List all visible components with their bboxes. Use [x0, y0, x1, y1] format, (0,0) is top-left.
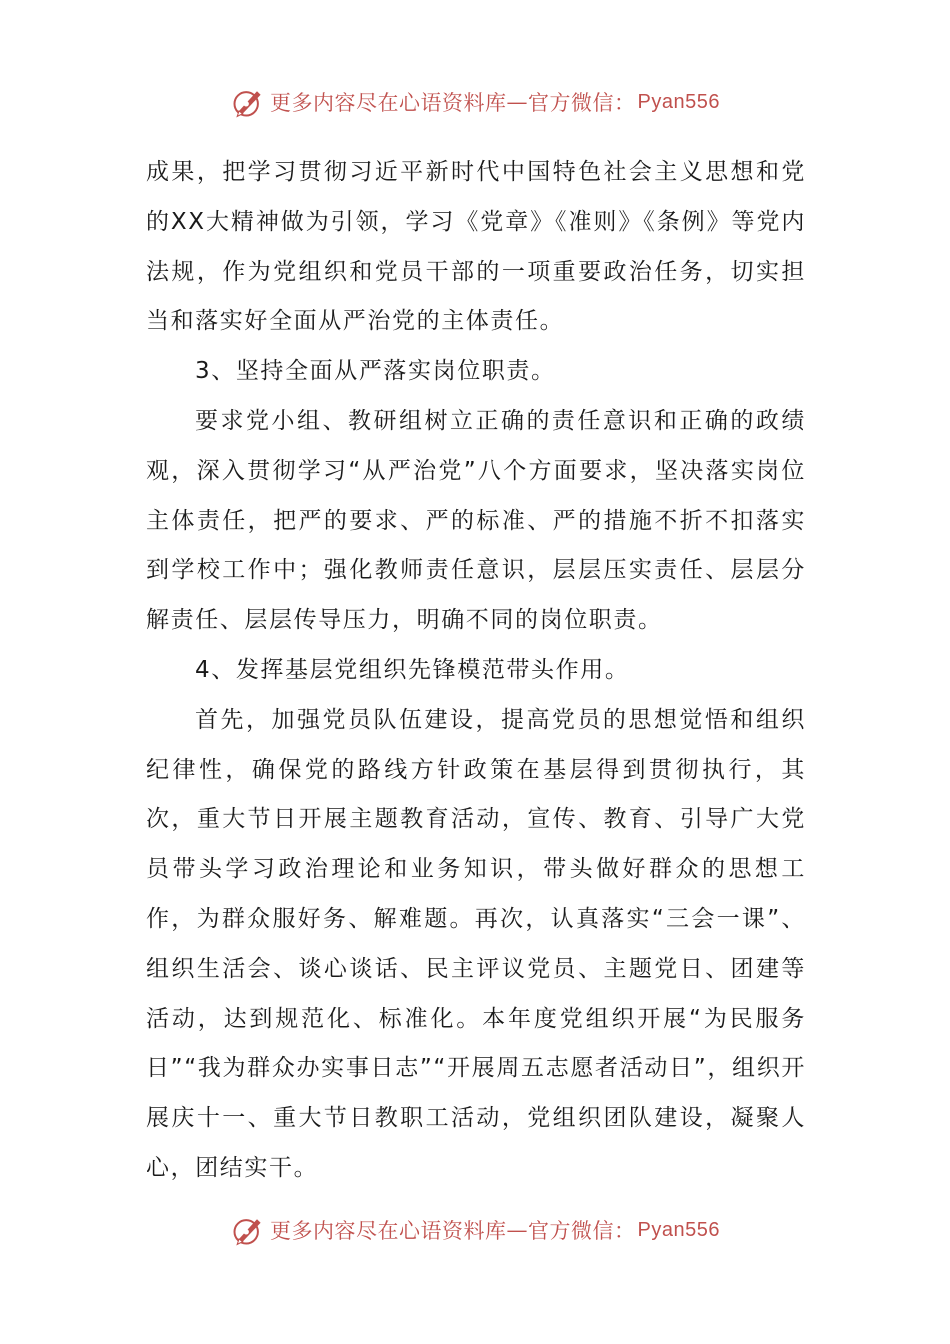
footer-banner-dash: —: [506, 1218, 529, 1242]
section-heading-3: 3、坚持全面从严落实岗位职责。: [195, 358, 556, 385]
section-heading-4: 4、发挥基层党组织先锋模范带头作用。: [195, 656, 630, 683]
header-wechat-id: Pyan556: [637, 90, 720, 113]
pen-logo-icon: [230, 84, 266, 120]
header-wechat-label: 官方微信：: [528, 91, 636, 115]
footer-wechat-id: Pyan556: [637, 1218, 720, 1241]
paragraph-continuation: 成果，把学习贯彻习近平新时代中国特色社会主义思想和党的XX大精神做为引领，学习《党章》《准则》《条例》等党内法规，作为党组织和党员干部的一项重要政治任务，切实担当和落实好全面从严治党的主体责任。: [146, 159, 806, 335]
header-banner: [0, 82, 950, 122]
paragraph-job-responsibility: 要求党小组、教研组树立正确的责任意识和正确的政绩观，深入贯彻学习“从严治党”八个方面要求，坚决落实岗位主体责任，把严的要求、严的标准、严的措施不折不扣落实到学校工作中；强化教师责任意识，层层压实责任、层层分解责任、层层传导压力，明确不同的岗位职责。: [146, 407, 806, 634]
footer-banner-text: 更多内容尽在心语资料库: [270, 1219, 507, 1243]
paragraph-vanguard-role: 首先，加强党员队伍建设，提高党员的思想觉悟和组织纪律性，确保党的路线方针政策在基层得到贯彻执行，其次，重大节日开展主题教育活动，宣传、教育、引导广大党员带头学习政治理论和业务知识，带头做好群众的思想工作，为群众服好务、解难题。再次，认真落实“三会一课”、组织生活会、谈心谈话、民主评议党员、主题党日、团建等活动，达到规范化、标准化。本年度党组织开展“为民服务日”“我为群众办实事日志”“开展周五志愿者活动日”，组织开展庆十一、重大节日教职工活动，党组织团队建设，凝聚人心，团结实干。: [146, 706, 806, 1181]
pen-logo-icon: [230, 1212, 266, 1248]
footer-wechat-label: 官方微信：: [528, 1219, 636, 1243]
footer-banner: [0, 1210, 950, 1250]
document-body: [146, 148, 806, 1194]
header-banner-text: 更多内容尽在心语资料库: [270, 91, 507, 115]
header-banner-dash: —: [506, 90, 529, 114]
